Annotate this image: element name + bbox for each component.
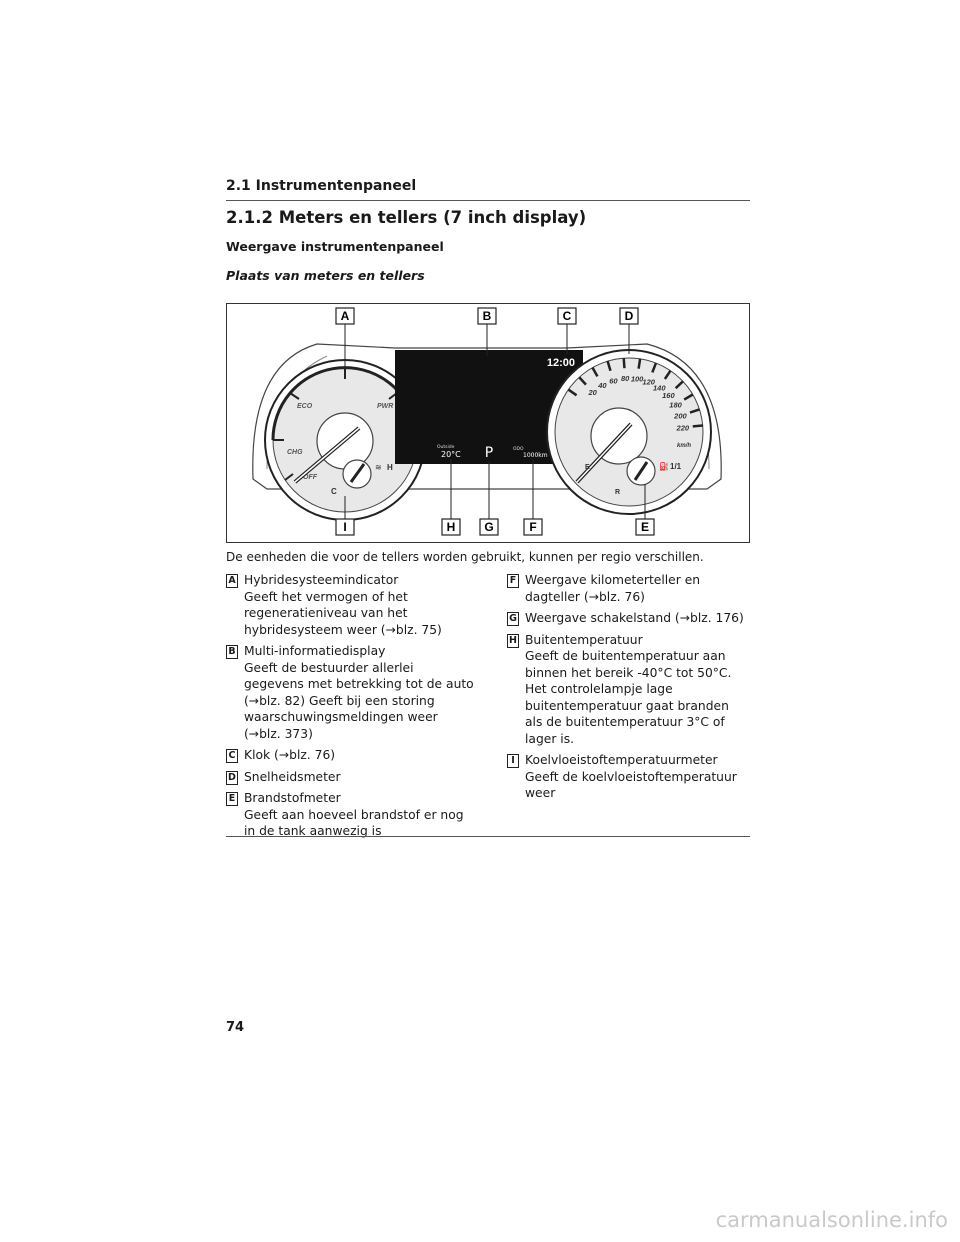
legend-title: Brandstofmeter [244, 791, 341, 805]
speed-label: 160 [662, 391, 675, 401]
fuel-full-label: 1/1 [670, 462, 682, 471]
speed-tick [624, 358, 625, 368]
legend-letter: D [226, 771, 238, 785]
subheading: Plaats van meters en tellers [226, 268, 425, 283]
cold-label: C [331, 487, 337, 496]
pwr-label: PWR [377, 403, 394, 410]
legend-title: Klok (→blz. 76) [244, 748, 336, 762]
callout-e: E [640, 520, 650, 534]
legend-left-column [226, 572, 476, 845]
legend-title: Hybridesysteemindicator [244, 573, 399, 587]
coolant-icon: ≋ [375, 463, 382, 472]
speed-label: 80 [620, 374, 630, 384]
outside-temp: 20°C [441, 450, 461, 459]
legend-letter: F [507, 574, 519, 588]
legend-item-c [226, 747, 476, 764]
legend-item-h [507, 632, 750, 748]
legend-title: Weergave schakelstand (→blz. 176) [525, 611, 744, 625]
speed-unit: km/h [677, 443, 692, 449]
callout-d: D [624, 309, 634, 323]
speed-label: 100 [630, 374, 644, 384]
speed-label: 140 [653, 383, 666, 393]
clock-display: 12:00 [546, 357, 575, 369]
speedometer-gauge [547, 350, 711, 514]
callout-b: B [482, 309, 492, 323]
speed-label: 180 [669, 400, 682, 410]
legend-letter: C [226, 749, 238, 763]
legend-letter: H [507, 634, 519, 648]
legend-item-d [226, 769, 476, 786]
legend-title: Buitentemperatuur [525, 632, 643, 647]
speed-label: 120 [642, 377, 655, 387]
hot-label: H [387, 463, 393, 472]
callout-g: G [484, 520, 494, 534]
legend-letter: A [226, 574, 238, 588]
legend-desc: Geeft het vermogen of het regeneratieniveau van het hybridesysteem weer (→blz. 75) [244, 589, 442, 637]
legend-item-a [226, 572, 476, 638]
legend-desc: Geeft de buitentemperatuur aan binnen het bereik -40°C tot 50°C. Het controlelampje lage buitentemperatuur gaat branden als de buitentemperatuur 3°C of lager is. [525, 649, 732, 746]
subsection-title: 2.1.2 Meters en tellers (7 inch display) [226, 208, 587, 227]
outside-label: Outside [437, 445, 455, 450]
units-note: De eenheden die voor de tellers worden gebruikt, kunnen per regio verschillen. [226, 550, 704, 564]
legend-title: Multi-informatiedisplay [244, 644, 386, 658]
callout-c: C [562, 309, 572, 323]
legend-desc: Geeft de koelvloeistoftemperatuur weer [525, 769, 737, 800]
legend-letter: I [507, 754, 519, 768]
callout-h: H [446, 520, 456, 534]
fuel-icon: ⛽ [659, 462, 669, 471]
off-label: OFF [303, 474, 317, 481]
legend-item-e [226, 790, 476, 840]
watermark: carmanualsonline.info [715, 1208, 948, 1232]
page-number: 74 [226, 1020, 245, 1035]
legend-title: Weergave kilometerteller en dagteller (→blz. 76) [525, 573, 701, 604]
legend-title: Koelvloeistoftemperatuurmeter [525, 753, 718, 767]
fuel-reserve-label: R [615, 489, 621, 496]
gear-position: P [484, 445, 494, 461]
legend-letter: G [507, 612, 519, 626]
speed-label: 40 [598, 381, 607, 391]
callout-f: F [529, 520, 537, 534]
legend-desc: Geeft aan hoeveel brandstof er nog in de tank aanwezig is [244, 807, 464, 838]
heading: Weergave instrumentenpaneel [226, 239, 444, 254]
section-header: 2.1 Instrumentenpaneel [226, 178, 750, 201]
speed-label: 60 [609, 376, 618, 386]
fuel-empty-label: E [585, 464, 590, 471]
legend-title: Snelheidsmeter [244, 769, 341, 784]
legend-right-column [507, 572, 750, 807]
chg-label: CHG [287, 449, 303, 456]
odo-value: 1000km [523, 452, 548, 459]
eco-label: ECO [297, 403, 313, 410]
odo-label: ODO [513, 447, 524, 452]
legend-item-b [226, 643, 476, 742]
speed-tick [639, 359, 641, 369]
legend-desc: Geeft de bestuurder allerlei gegevens met betrekking tot de auto (→blz. 82) Geeft bij een storing waarschuwingsmeldingen weer (→blz. 373) [244, 660, 474, 741]
legend-item-i [507, 752, 750, 802]
legend-letter: B [226, 645, 238, 659]
instrument-cluster-figure [226, 303, 750, 543]
speed-label: 20 [588, 388, 597, 398]
bottom-rule [226, 836, 750, 837]
callout-i: I [343, 520, 347, 534]
speed-tick [693, 426, 703, 427]
legend-item-f [507, 572, 750, 605]
speed-label: 200 [674, 411, 687, 421]
legend-item-g [507, 610, 750, 627]
speed-label: 220 [676, 423, 690, 433]
callout-a: A [340, 309, 350, 323]
legend-letter: E [226, 792, 238, 806]
